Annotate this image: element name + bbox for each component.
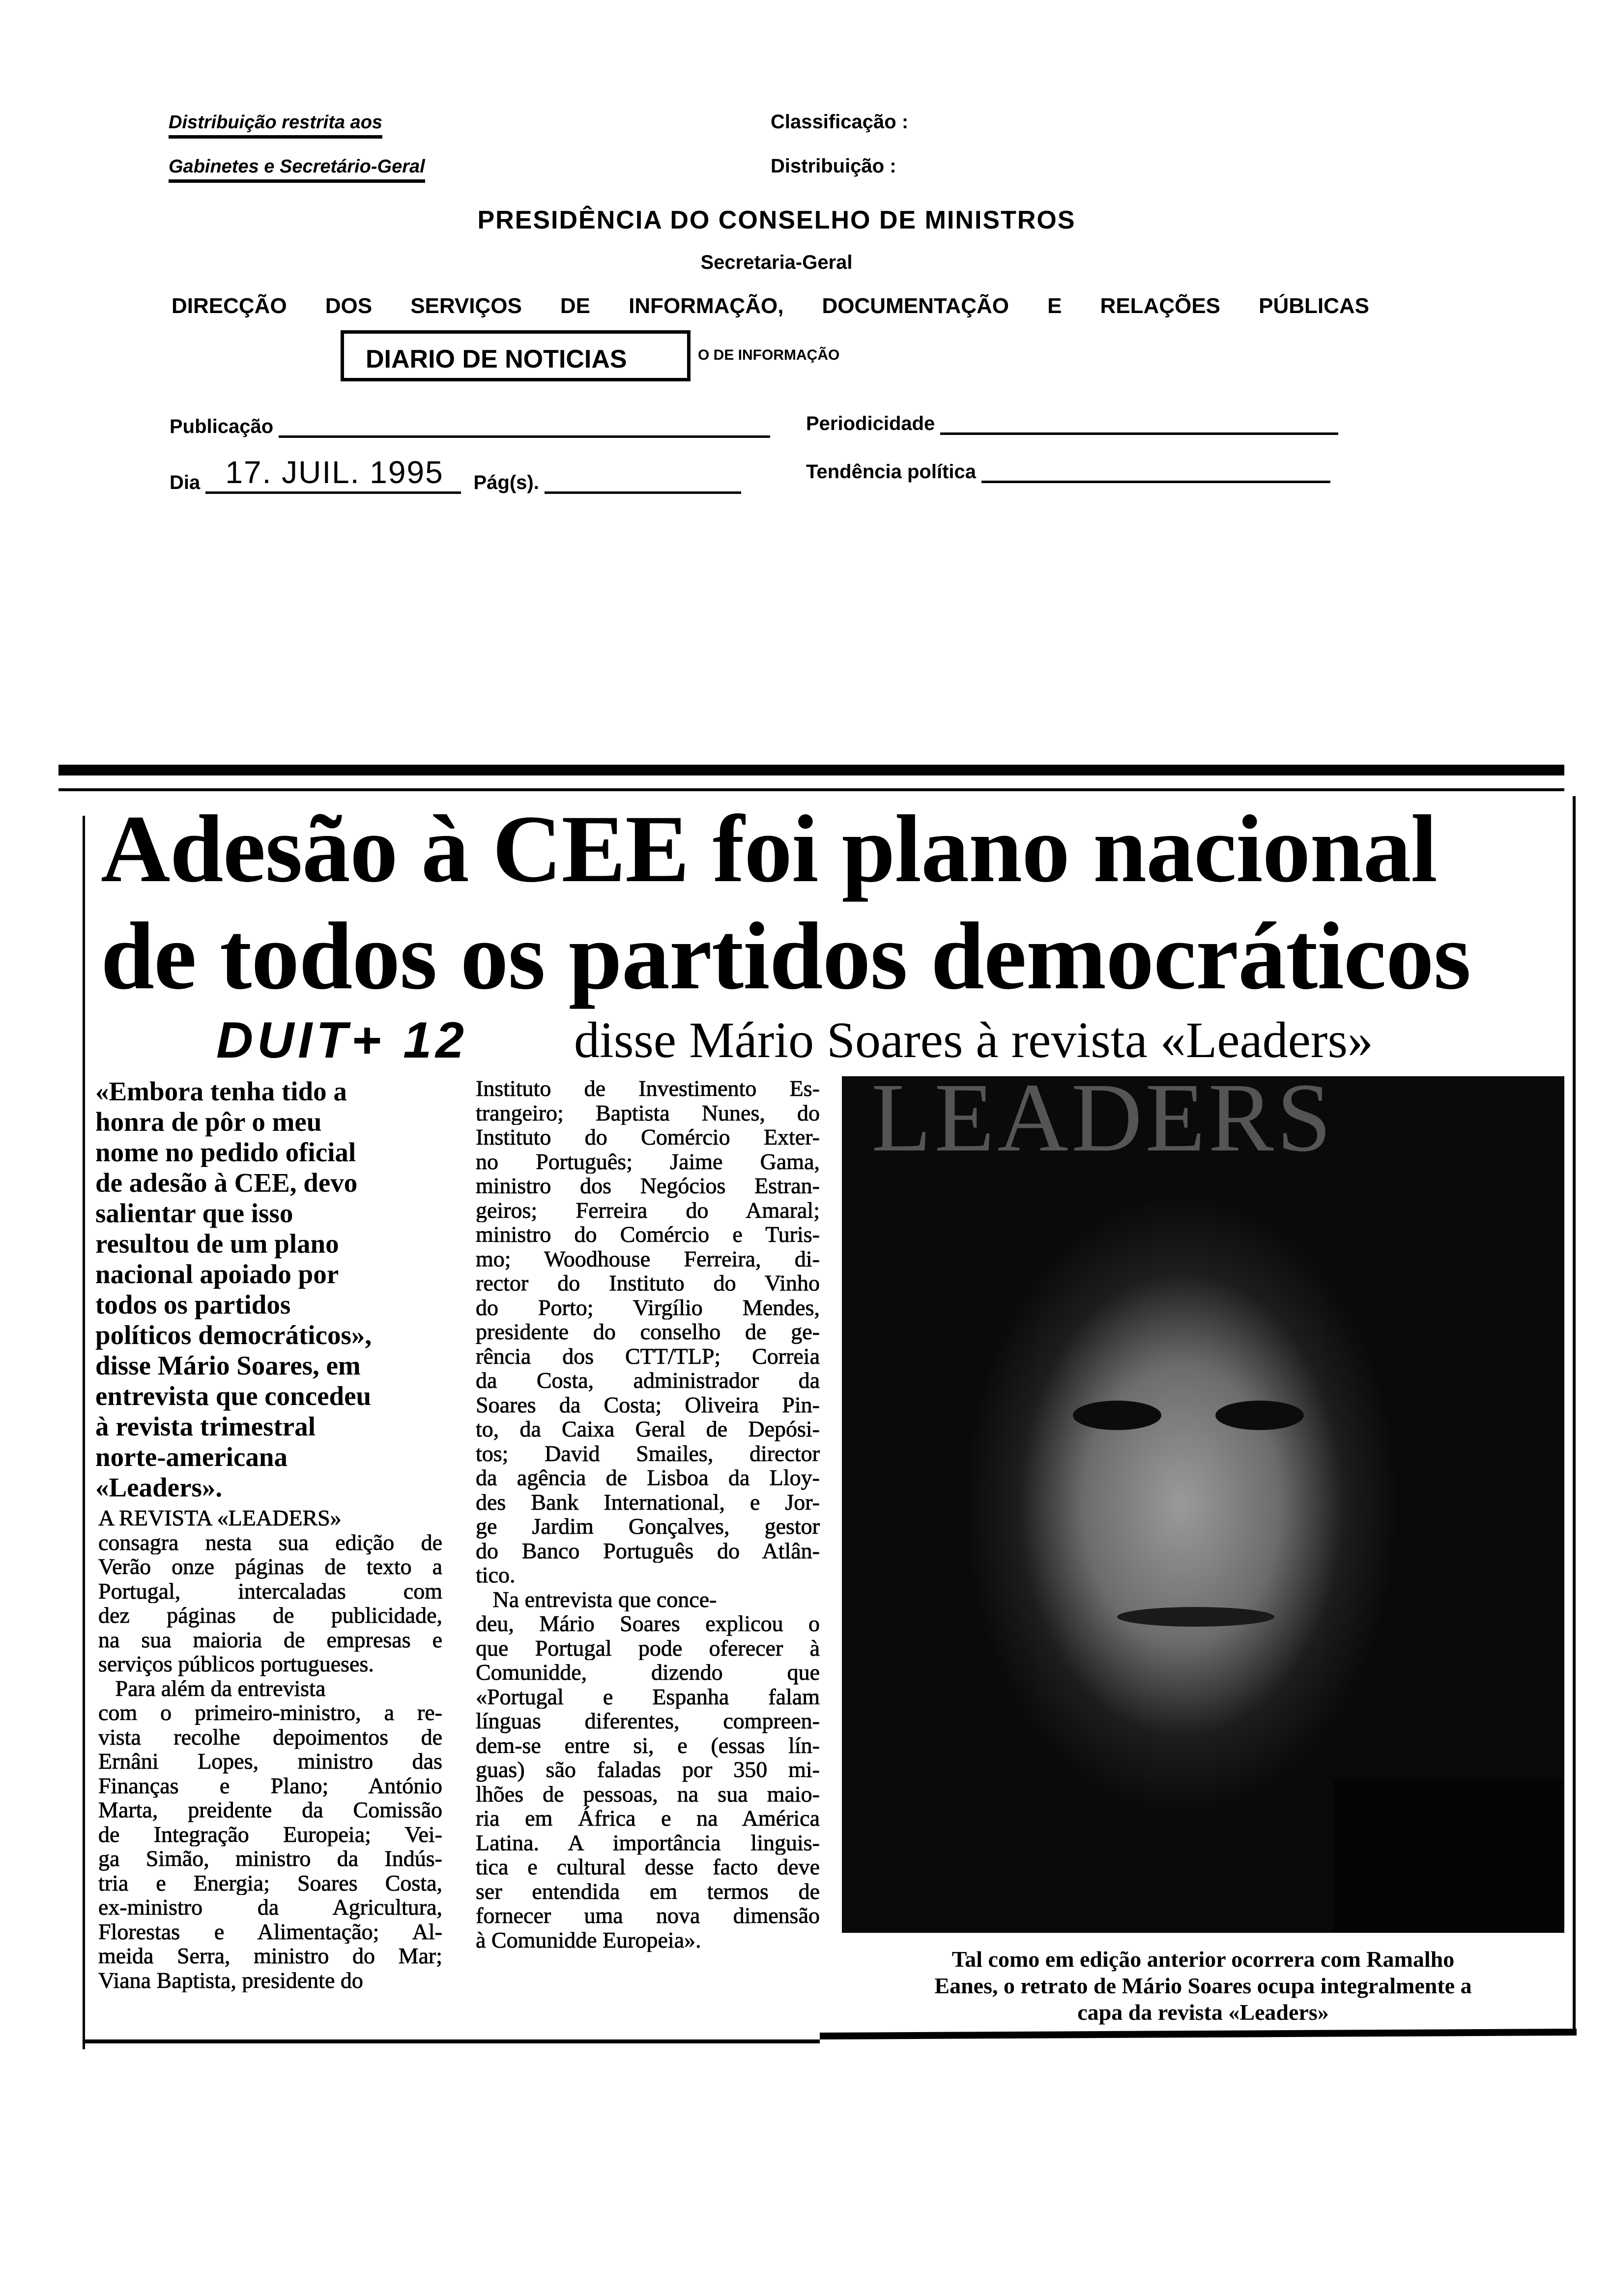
- column-line: Na entrevista que conce-: [476, 1587, 717, 1611]
- publication-stamp-box: [341, 330, 691, 381]
- column-line: línguas diferentes, compreen-: [476, 1709, 820, 1733]
- column-line: fornecer uma nova dimensão: [476, 1903, 820, 1928]
- column-line: Ernâni Lopes, ministro das: [98, 1749, 442, 1774]
- column-line: A REVISTA «LEADERS»: [98, 1506, 342, 1530]
- column-line: ge Jardim Gonçalves, gestor: [476, 1514, 820, 1539]
- directorate-title: DIRECÇÃO DOS SERVIÇOS DE INFORMAÇÃO, DOCUMENTAÇÃO E RELAÇÕES PÚBLICAS: [172, 294, 1369, 318]
- column-line: dez páginas de publicidade,: [98, 1603, 442, 1628]
- political-tendency-label: Tendência política: [806, 461, 976, 483]
- column-line: Portugal, intercaladas com: [98, 1578, 442, 1603]
- column-line: guas) são faladas por 350 mi-: [476, 1757, 820, 1782]
- organization-title: PRESIDÊNCIA DO CONSELHO DE MINISTROS: [477, 206, 1076, 234]
- column-line: geiros; Ferreira do Amaral;: [476, 1198, 820, 1222]
- column-line: ga Simão, ministro da Indús-: [98, 1846, 442, 1871]
- lead-line: nome no pedido oficial: [95, 1137, 356, 1167]
- department-title: Secretaria-Geral: [700, 252, 853, 273]
- lead-line: entrevista que concedeu: [95, 1381, 372, 1411]
- lead-line: honra de pôr o meu: [95, 1107, 322, 1137]
- lead-line: resultou de um plano: [95, 1229, 339, 1259]
- publication-label: Publicação: [170, 416, 274, 437]
- column-line: ministro do Comércio e Turis-: [476, 1222, 820, 1247]
- column-line: do Porto; Virgílio Mendes,: [476, 1295, 820, 1320]
- lead-line: disse Mário Soares, em: [95, 1350, 361, 1380]
- handwritten-note: DUIT+ 12: [216, 1012, 468, 1069]
- portrait-shoulder: [1333, 1779, 1564, 1933]
- headline-line1: Adesão à CEE foi plano nacional: [101, 796, 1437, 902]
- column-line: da agência de Lisboa da Lloy-: [476, 1465, 820, 1490]
- column-line: deu, Mário Soares explicou o: [476, 1611, 820, 1636]
- headline-line2: de todos os partidos democráticos: [101, 903, 1471, 1009]
- column-line: presidente do conselho de ge-: [476, 1320, 820, 1344]
- distribution-restricted-line2: Gabinetes e Secretário-Geral: [169, 156, 425, 183]
- column-line: na sua maioria de empresas e: [98, 1627, 442, 1652]
- column-line: à Comunidde Europeia».: [476, 1927, 701, 1952]
- distribution-label: Distribuição :: [771, 155, 896, 177]
- column-line: Comunidde, dizendo que: [476, 1660, 820, 1685]
- periodicity-label: Periodicidade: [806, 413, 935, 434]
- column-line: Viana Baptista, presidente do: [98, 1968, 363, 1992]
- pages-label: Pág(s).: [473, 472, 539, 493]
- column-line: Finanças e Plano; António: [98, 1773, 442, 1798]
- lead-line: nacional apoiado por: [95, 1259, 339, 1289]
- lead-line: todos os partidos: [95, 1290, 291, 1320]
- column-line: de Integração Europeia; Vei-: [98, 1822, 442, 1846]
- article-column-1: [98, 1506, 442, 1992]
- caption-line: Tal como em edição anterior ocorrera com Ramalho: [951, 1947, 1455, 1972]
- column-line: Instituto de Investimento Es-: [476, 1076, 820, 1101]
- article-second-rule: [58, 788, 1564, 791]
- portrait-eye-right: [1215, 1401, 1304, 1430]
- article-column-2: [476, 1076, 820, 1952]
- day-field[interactable]: [205, 455, 461, 494]
- column-line: Verão onze páginas de texto a: [98, 1554, 442, 1579]
- lead-line: salientar que isso: [95, 1198, 293, 1228]
- publication-stamp: DIARIO DE NOTICIAS: [366, 345, 627, 373]
- classification-label: Classificação :: [771, 111, 909, 133]
- column-line: consagra nesta sua edição de: [98, 1530, 442, 1554]
- lead-line: «Embora tenha tido a: [95, 1076, 347, 1106]
- periodicity-row: [806, 413, 1338, 435]
- column-line: vista recolhe depoimentos de: [98, 1724, 442, 1749]
- column-line: no Português; Jaime Gama,: [476, 1149, 820, 1174]
- lead-line: políticos democráticos»,: [95, 1320, 372, 1350]
- clipping-right-border: [1573, 796, 1576, 2035]
- column-line: to, da Caixa Geral de Depósi-: [476, 1417, 820, 1441]
- political-tendency-field[interactable]: [981, 466, 1330, 483]
- column-line: lhões de pessoas, na sua maio-: [476, 1781, 820, 1806]
- column-line: trangeiro; Baptista Nunes, do: [476, 1100, 820, 1125]
- periodicity-field[interactable]: [940, 418, 1338, 435]
- subheadline: disse Mário Soares à revista «Leaders»: [574, 1012, 1373, 1068]
- photo-caption: [842, 1946, 1564, 2026]
- magazine-cover-photo: [842, 1076, 1564, 1933]
- publication-field[interactable]: [279, 421, 770, 438]
- pages-field[interactable]: [545, 477, 741, 494]
- column-line: mo; Woodhouse Ferreira, di-: [476, 1246, 820, 1271]
- column-line: serviços públicos portugueses.: [98, 1652, 374, 1676]
- column-line: tica e cultural desse facto deve: [476, 1855, 820, 1879]
- lead-line: norte-americana: [95, 1442, 288, 1472]
- column-line: des Bank International, e Jor-: [476, 1490, 820, 1514]
- column-line: Marta, preidente da Comissão: [98, 1798, 442, 1822]
- column-line: meida Serra, ministro do Mar;: [98, 1944, 442, 1968]
- column-line: ex-ministro da Agricultura,: [98, 1895, 442, 1920]
- day-label: Dia: [170, 472, 201, 493]
- portrait-mouth: [1117, 1607, 1274, 1627]
- lead-line: à revista trimestral: [95, 1411, 316, 1441]
- column-line: dem-se entre si, e (essas lín-: [476, 1733, 820, 1757]
- column-line: «Portugal e Espanha falam: [476, 1684, 820, 1709]
- article-bottom-rule-left: [83, 2039, 820, 2043]
- column-line: Para além da entrevista: [98, 1676, 326, 1700]
- column-line: ministro dos Negócios Estran-: [476, 1174, 820, 1198]
- column-line: rência dos CTT/TLP; Correia: [476, 1344, 820, 1368]
- portrait-eye-left: [1073, 1401, 1161, 1430]
- column-line: Instituto do Comércio Exter-: [476, 1125, 820, 1149]
- column-line: tos; David Smailes, director: [476, 1441, 820, 1465]
- column-line: com o primeiro-ministro, a re-: [98, 1700, 442, 1725]
- caption-line: capa da revista «Leaders»: [1077, 2000, 1329, 2025]
- column-line: da Costa, administrador da: [476, 1368, 820, 1393]
- publication-row: [170, 416, 770, 438]
- caption-line: Eanes, o retrato de Mário Soares ocupa integralmente a: [934, 1973, 1472, 1998]
- column-line: tico.: [476, 1563, 516, 1587]
- political-tendency-row: [806, 461, 1330, 483]
- lead-line: de adesão à CEE, devo: [95, 1168, 358, 1198]
- column-line: Latina. A importância linguis-: [476, 1830, 820, 1855]
- column-line: rector do Instituto do Vinho: [476, 1271, 820, 1295]
- article-top-rule: [58, 765, 1564, 775]
- lead-line: «Leaders».: [95, 1472, 223, 1502]
- photo-masthead: LEADERS: [871, 1076, 1334, 1172]
- article-bottom-rule-right: [820, 2029, 1577, 2039]
- date-stamp: 17. JUIL. 1995: [225, 455, 444, 490]
- column-line: ser entendida em termos de: [476, 1879, 820, 1903]
- day-row: [170, 455, 741, 494]
- column-line: que Portugal pode oferecer à: [476, 1636, 820, 1660]
- column-line: do Banco Português do Atlân-: [476, 1538, 820, 1563]
- lead-paragraph: [95, 1076, 469, 1503]
- column-line: Soares da Costa; Oliveira Pin-: [476, 1392, 820, 1417]
- column-line: tria e Energia; Soares Costa,: [98, 1870, 442, 1895]
- column-line: Florestas e Alimentação; Al-: [98, 1919, 442, 1944]
- clipping-left-border: [83, 816, 85, 2049]
- column-line: ria em África e na América: [476, 1806, 820, 1831]
- distribution-restricted-line1: Distribuição restrita aos: [169, 112, 382, 139]
- division-partial-label: O DE INFORMAÇÃO: [698, 347, 840, 363]
